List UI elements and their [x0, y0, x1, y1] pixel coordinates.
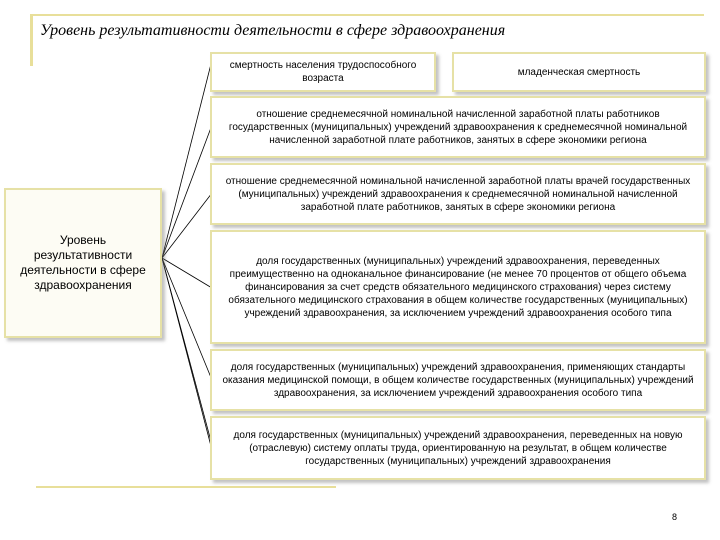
- indicator-box-3: [210, 96, 706, 158]
- page-title: Уровень результативности деятельности в сфере здравоохранения: [40, 22, 506, 39]
- indicator-box-2: [452, 52, 706, 92]
- page-number: 8: [672, 512, 678, 522]
- connector-2: [162, 125, 212, 258]
- center-node-label: Уровень результативности деятельности в сфере здравоохранения: [20, 233, 146, 292]
- indicator-label-5: доля государственных (муниципальных) учреждений здравоохранения, переведенных преимущественно на одноканальное финансирование (не менее 70 процентов от общего объема финансирования за счет средств обязательного медицинского страхования) через систему обязательного медицинского страхования в общем количестве государственных (муниципальных) учреждений здравоохранения, за исключением учреждений здравоохранения особого типа: [228, 255, 688, 319]
- indicator-box-5: [210, 230, 706, 344]
- indicator-label-4: отношение среднемесячной номинальной начисленной заработной платы врачей государственных (муниципальных) учреждений здравоохранения к среднемесячной номинальной начисленной заработной плате работников, занятых в сфере экономики региона: [225, 175, 691, 213]
- indicator-label-3: отношение среднемесячной номинальной начисленной заработной платы работников государственных (муниципальных) учреждений здравоохранения к среднемесячной номинальной начисленной заработной плате работников, занятых в сфере экономики региона: [228, 108, 688, 146]
- center-node: [4, 188, 162, 338]
- indicator-label-6: доля государственных (муниципальных) учреждений здравоохранения, применяющих стандарты оказания медицинской помощи, в общем количестве государственных (муниципальных) учреждений здравоохранения, за исключением учреждений здравоохранения особого типа: [222, 361, 694, 399]
- connector-7: [162, 258, 212, 445]
- indicator-box-1: [210, 52, 436, 92]
- indicator-label-7: доля государственных (муниципальных) учреждений здравоохранения, переведенных на новую (отраслевую) систему оплаты труда, ориентированную на результат, в общем количестве государственных (муниципальных) учреждений здравоохранения: [233, 429, 683, 467]
- connector-4: [162, 258, 212, 288]
- indicator-box-4: [210, 163, 706, 225]
- connector-3: [162, 193, 212, 258]
- indicator-label-2: младенческая смертность: [517, 66, 641, 78]
- indicator-box-7: [210, 416, 706, 480]
- indicator-box-6: [210, 349, 706, 411]
- connector-1: [162, 60, 212, 258]
- indicator-label-1: смертность населения трудоспособного возраста: [229, 60, 417, 84]
- connector-5: [162, 258, 212, 380]
